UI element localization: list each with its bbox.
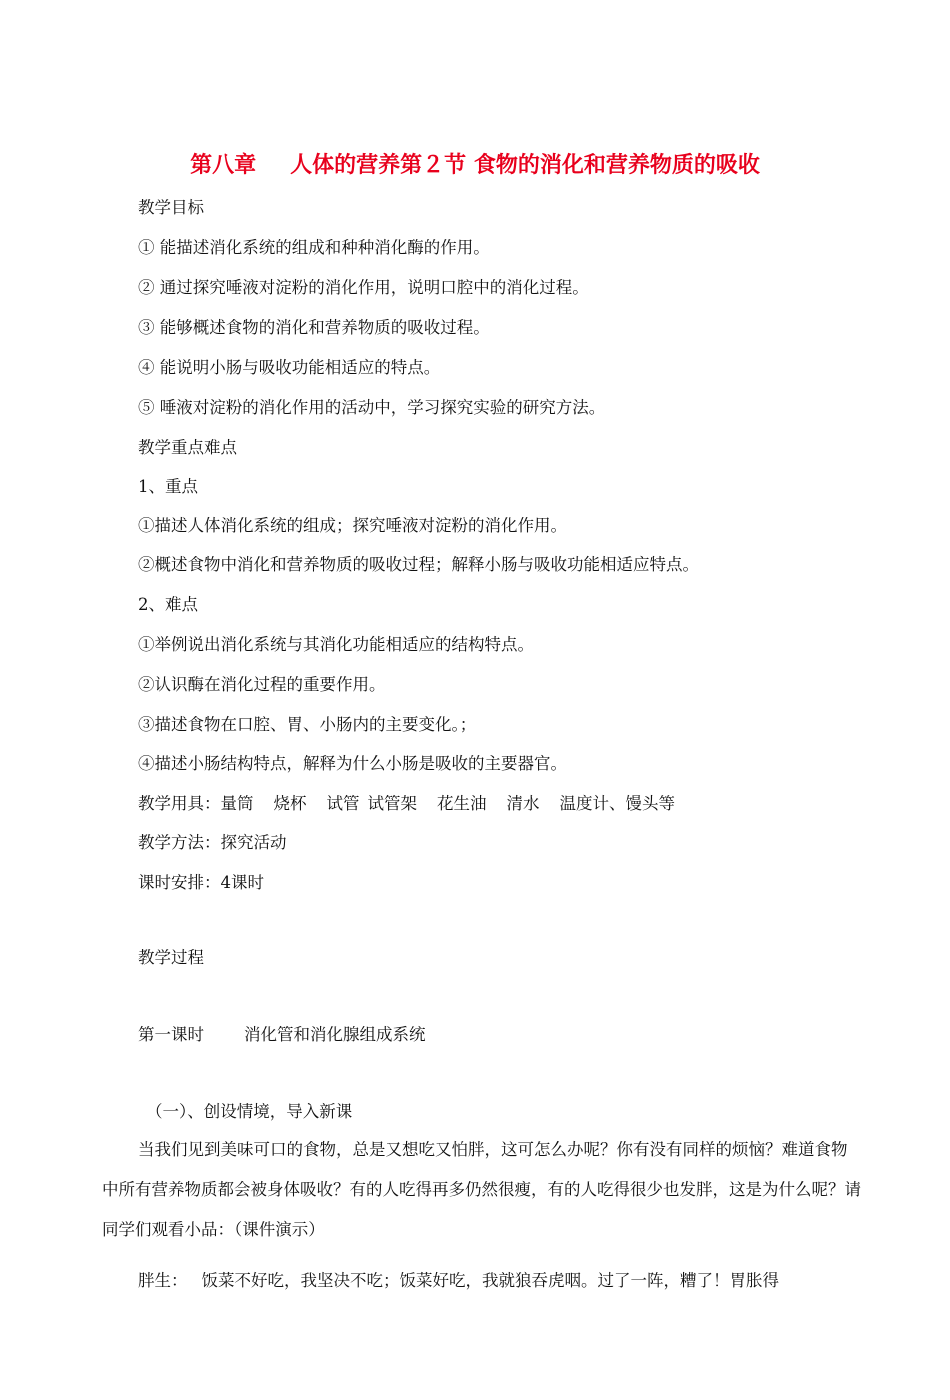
section-heading: （一）、创设情境，导入新课 [146, 1102, 353, 1121]
lesson-topic: 消化管和消化腺组成系统 [244, 1025, 426, 1044]
difficult-point-item: ②认识酶在消化过程的重要作用。 [138, 675, 386, 694]
objective-item: ⑤ 唾液对淀粉的消化作用的活动中，学习探究实验的研究方法。 [138, 398, 606, 417]
tool-item: 试管 [326, 794, 360, 813]
dialogue-text: 饭菜不好吃，我坚决不吃；饭菜好吃，我就狼吞虎咽。过了一阵，糟了！胃胀得 [201, 1271, 779, 1290]
key-difficult-heading: 教学重点难点 [138, 438, 237, 457]
lesson-schedule: 课时安排：4课时 [138, 873, 264, 892]
objective-item: ① 能描述消化系统的组成和种种消化酶的作用。 [138, 238, 490, 257]
lesson-label: 第一课时 [138, 1025, 204, 1044]
process-heading: 教学过程 [138, 948, 204, 967]
objective-item: ③ 能够概述食物的消化和营养物质的吸收过程。 [138, 318, 490, 337]
key-point-item: ②概述食物中消化和营养物质的吸收过程；解释小肠与吸收功能相适应特点。 [138, 555, 699, 574]
tools-label: 教学用具： [138, 794, 221, 813]
objectives-heading: 教学目标 [138, 198, 204, 217]
difficult-point-item: ④描述小肠结构特点，解释为什么小肠是吸收的主要器官。 [138, 754, 567, 773]
lesson-title [138, 1023, 426, 1047]
tool-item: 烧杯 [273, 794, 307, 813]
dialogue-speaker: 胖生： [138, 1271, 188, 1290]
intro-paragraph [102, 1130, 862, 1250]
dialogue-line [138, 1269, 779, 1293]
objective-item: ② 通过探究唾液对淀粉的消化作用，说明口腔中的消化过程。 [138, 278, 589, 297]
objective-item: ④ 能说明小肠与吸收功能相适应的特点。 [138, 358, 441, 377]
difficult-point-item: ③描述食物在口腔、胃、小肠内的主要变化。； [138, 715, 477, 734]
tool-item: 试管架 [367, 794, 417, 813]
tool-item: 清水 [506, 794, 540, 813]
difficult-point-item: ①举例说出消化系统与其消化功能相适应的结构特点。 [138, 635, 534, 654]
tool-item: 量筒 [220, 794, 254, 813]
key-point-item: ①描述人体消化系统的组成；探究唾液对淀粉的消化作用。 [138, 516, 567, 535]
tool-item: 花生油 [437, 794, 487, 813]
key-points-heading: 1、重点 [138, 477, 198, 496]
title-text: 人体的营养第２节 食物的消化和营养物质的吸收 [290, 153, 760, 178]
difficult-points-heading: 2、难点 [138, 595, 198, 614]
tool-item: 温度计、馒头等 [559, 794, 675, 813]
teaching-method: 教学方法：探究活动 [138, 833, 287, 852]
document-title [0, 148, 950, 179]
intro-paragraph-text: 当我们见到美味可口的食物，总是又想吃又怕胖，这可怎么办呢？你有没有同样的烦恼？难道食物中所有营养物质都会被身体吸收？有的人吃得再多仍然很瘦，有的人吃得很少也发胖，这是为什么呢？请同学们观看小品：（课件演示） [102, 1140, 861, 1239]
chapter-label: 第八章 [190, 153, 257, 178]
teaching-tools [138, 792, 675, 816]
